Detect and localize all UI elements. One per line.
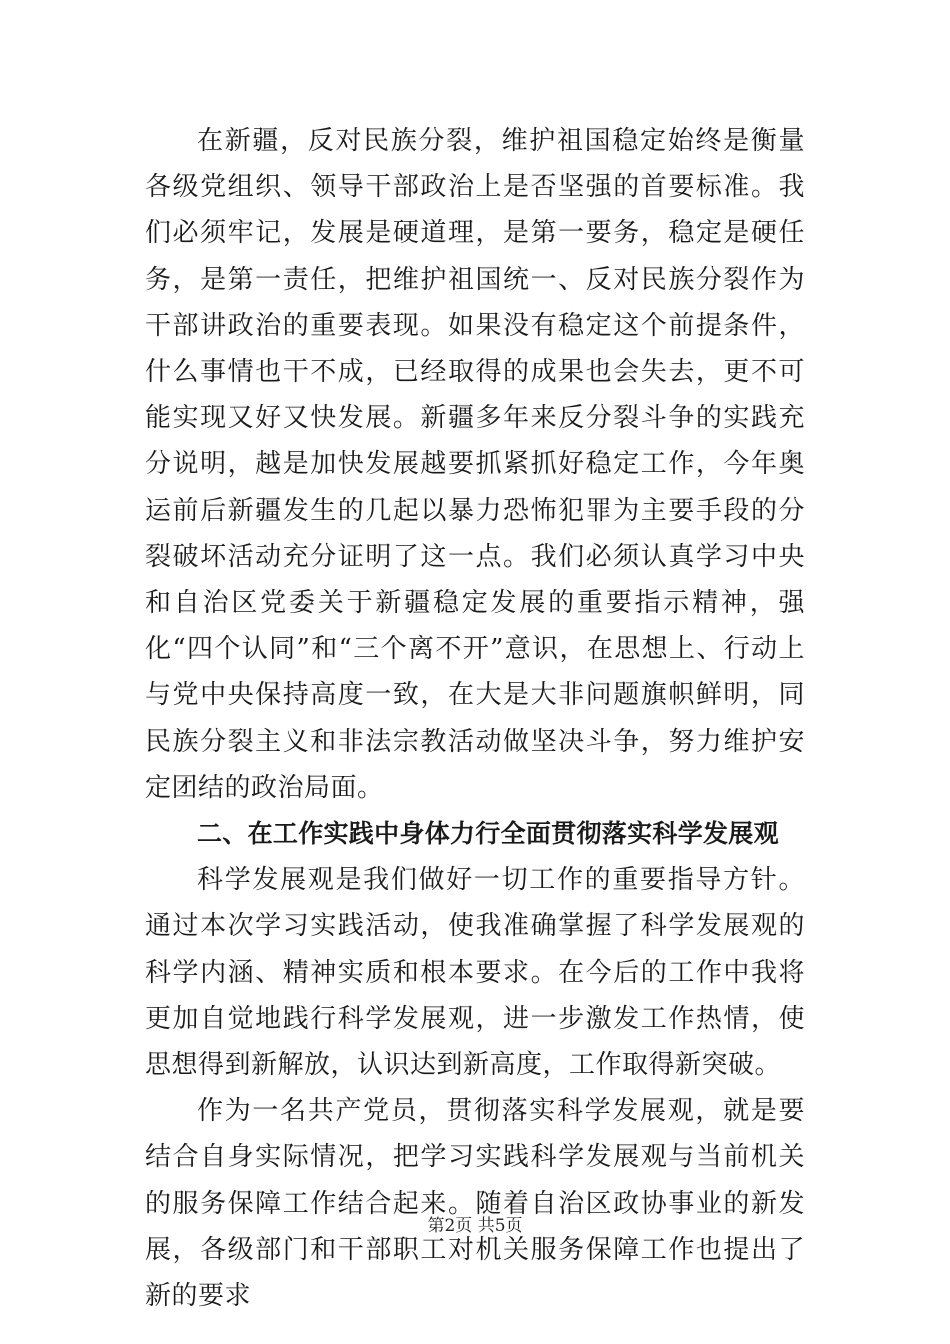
document-body bbox=[145, 118, 805, 1319]
section-heading-2: 二、在工作实践中身体力行全面贯彻落实科学发展观 bbox=[197, 819, 779, 849]
page-number-footer: 第2页 共5页 bbox=[427, 1216, 523, 1236]
paragraph-scientific-outlook: 科学发展观是我们做好一切工作的重要指导方针。通过本次学习实践活动，使我准确掌握了科学发展观的科学内涵、精神实质和根本要求。在今后的工作中我将更加自觉地践行科学发展观，进一步激发工作热情，使思想得到新解放，认识达到新高度，工作取得新突破。 bbox=[145, 865, 805, 1081]
paragraph-party-member: 作为一名共产党员，贯彻落实科学发展观，就是要结合自身实际情况，把学习实践科学发展观与当前机关的服务保障工作结合起来。随着自治区政协事业的新发展，各级部门和干部职工对机关服务保障工作也提出了新的要求 bbox=[145, 1096, 805, 1312]
paragraph-stability: 在新疆，反对民族分裂，维护祖国稳定始终是衡量各级党组织、领导干部政治上是否坚强的首要标准。我们必须牢记，发展是硬道理，是第一要务，稳定是硬任务，是第一责任，把维护祖国统一、反对民族分裂作为干部讲政治的重要表现。如果没有稳定这个前提条件，什么事情也干不成，已经取得的成果也会失去，更不可能实现又好又快发展。新疆多年来反分裂斗争的实践充分说明，越是加快发展越要抓紧抓好稳定工作，今年奥运前后新疆发生的几起以暴力恐怖犯罪为主要手段的分裂破坏活动充分证明了这一点。我们必须认真学习中央和自治区党委关于新疆稳定发展的重要指示精神，强化“四个认同”和“三个离不开”意识，在思想上、行动上与党中央保持高度一致，在大是大非问题旗帜鲜明，同民族分裂主义和非法宗教活动做坚决斗争，努力维护安定团结的政治局面。 bbox=[145, 126, 805, 803]
